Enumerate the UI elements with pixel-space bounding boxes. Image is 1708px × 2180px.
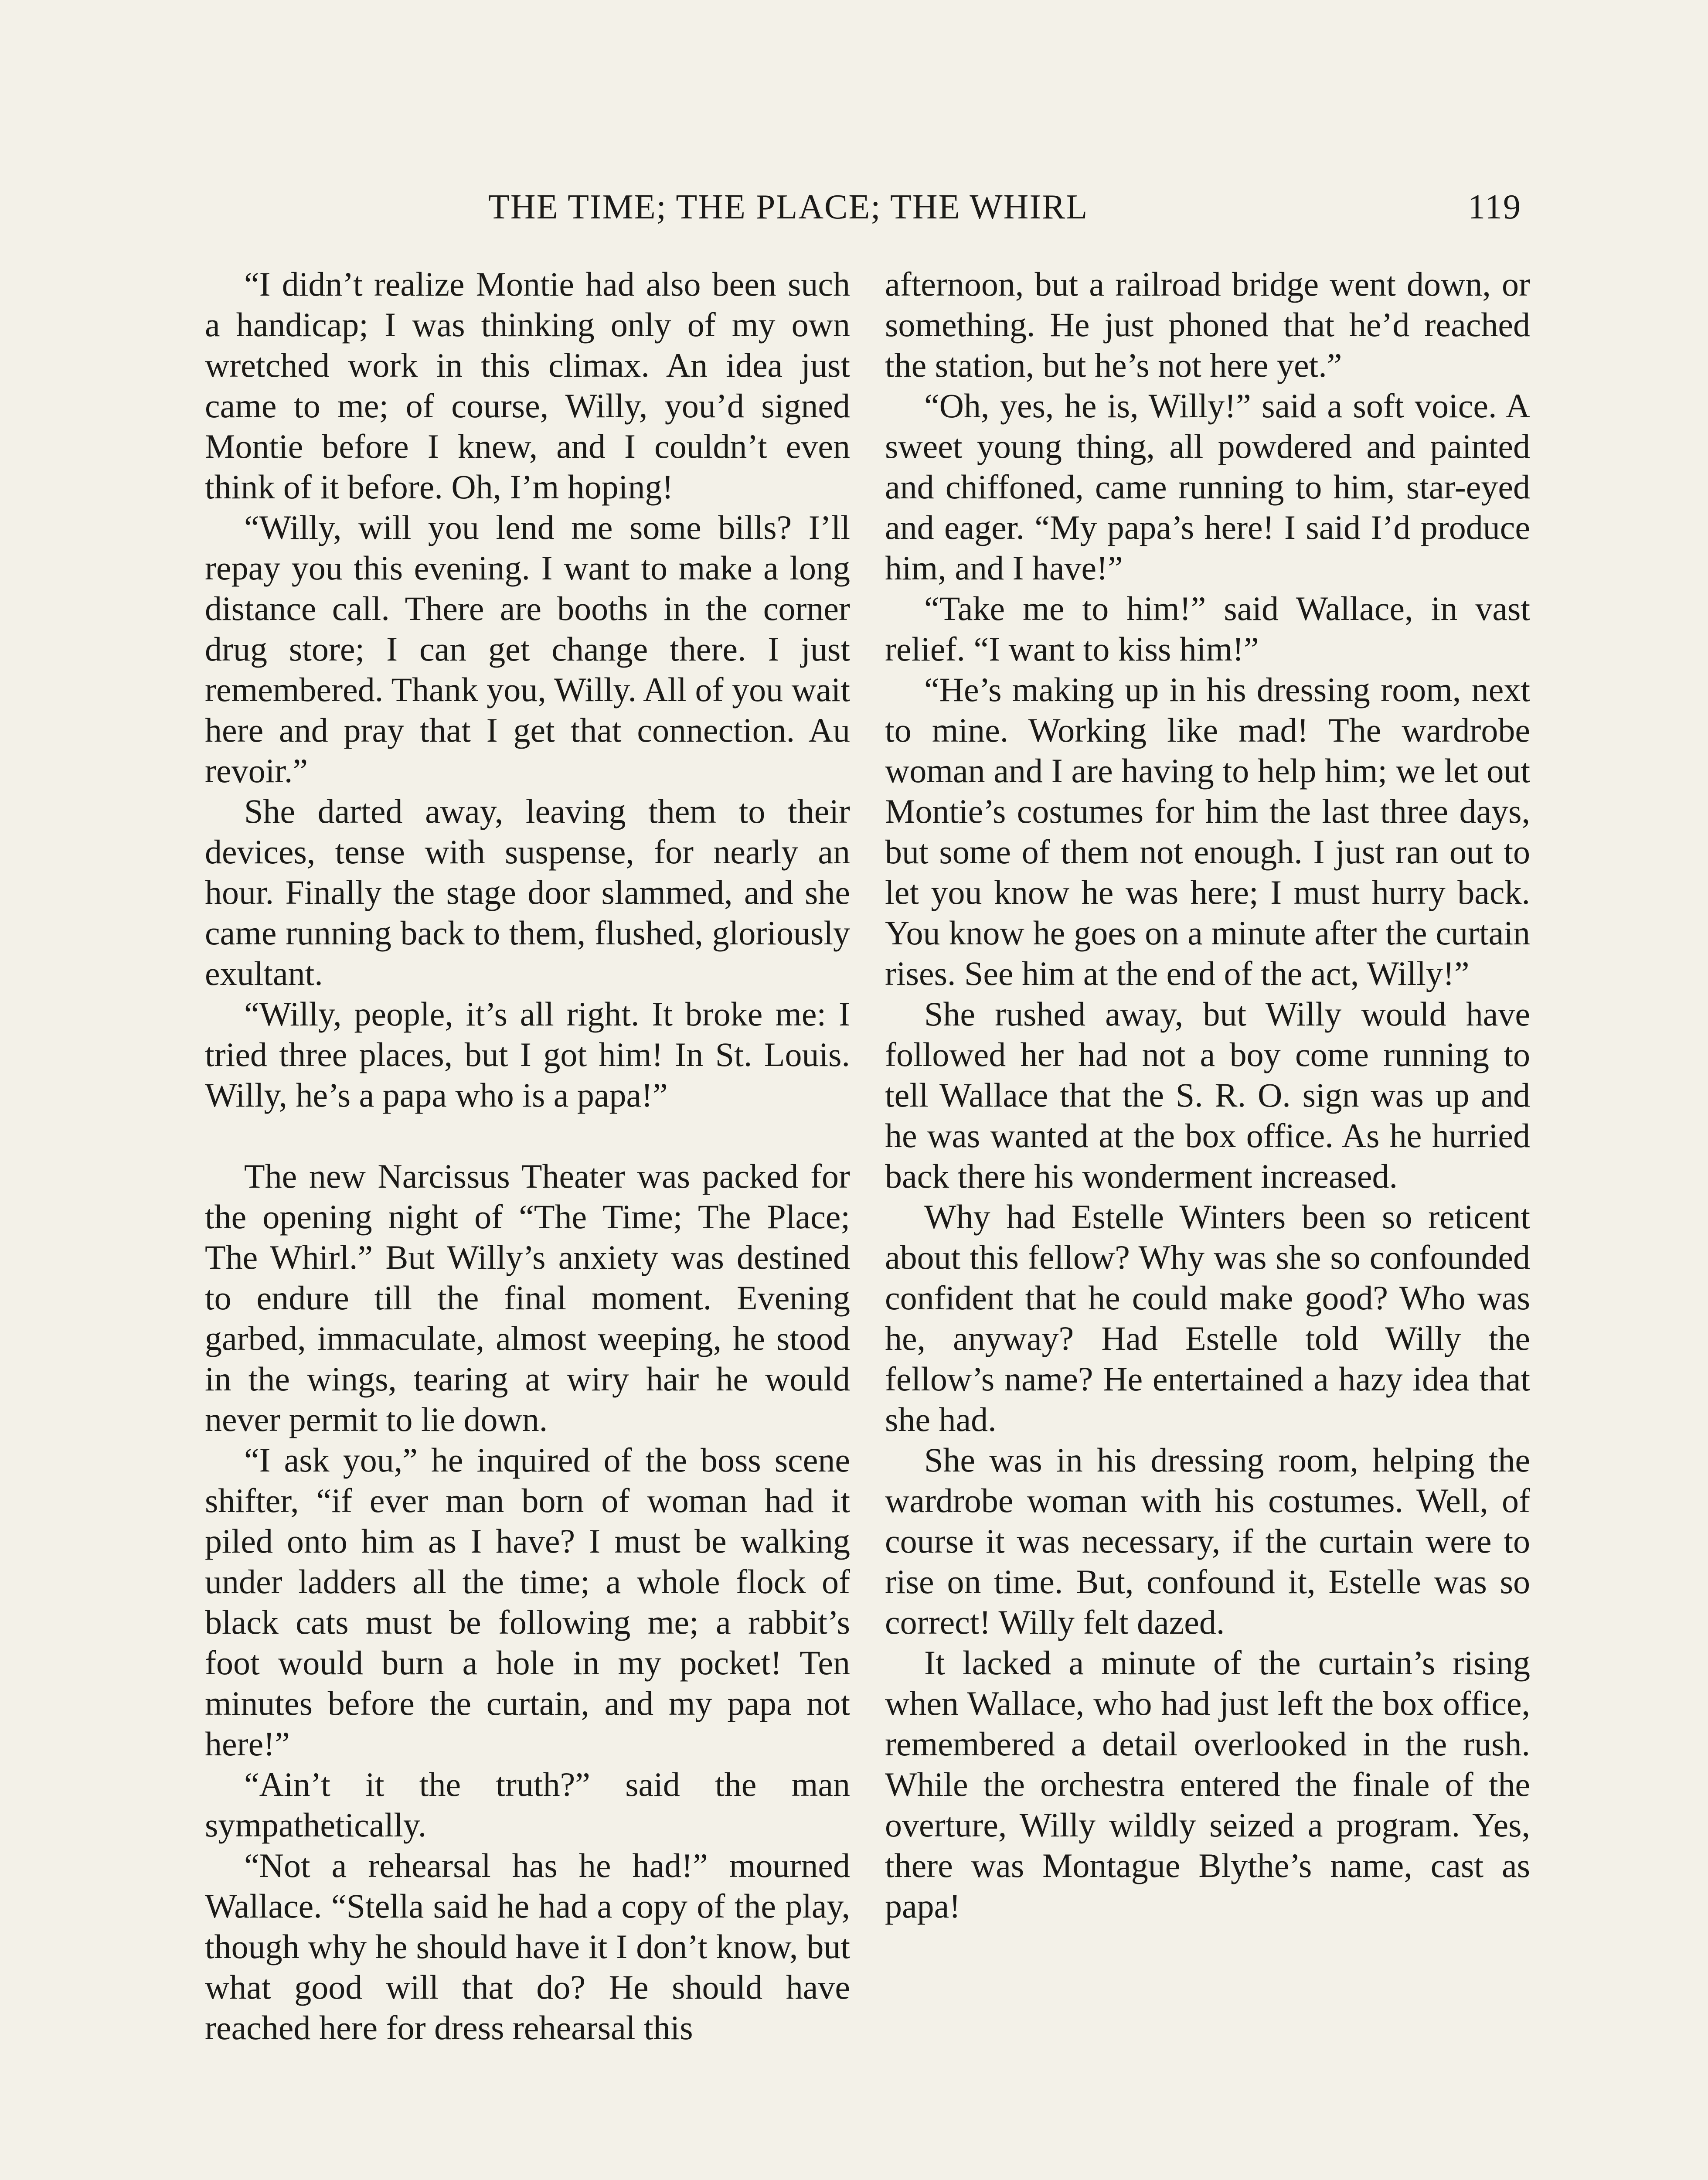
paragraph: “Oh, yes, he is, Willy!” said a soft voice. A sweet young thing, all powdered and painted and chiffoned, came running to him, star-eyed and eager. “My papa’s here! I said I’d produce him, and I have!” xyxy=(885,387,1530,587)
paragraph: “Ain’t it the truth?” said the man sympathetically. xyxy=(205,1765,850,1844)
paragraph: “He’s making up in his dressing room, next to mine. Working like mad! The wardrobe woman and I are having to help him; we let out Montie’s costumes for him the last three days, but some of them not enough. I just ran out to let you know he was here; I must hurry back. You know he goes on a minute after the curtain rises. See him at the end of the act, Willy!” xyxy=(885,671,1530,992)
paragraph: It lacked a minute of the curtain’s rising when Wallace, who had just left the box office, remembered a detail overlooked in the rush. While the orchestra entered the finale of the overture, Willy wildly seized a program. Yes, there was Montague Blythe’s name, cast as papa! xyxy=(885,1644,1530,1925)
right-column xyxy=(885,264,1530,1926)
paragraph: afternoon, but a railroad bridge went down, or something. He just phoned that he’d reached the station, but he’s not here yet.” xyxy=(885,265,1530,384)
paragraph: “Willy, people, it’s all right. It broke me: I tried three places, but I got him! In St. Louis. Willy, he’s a papa who is a papa!” xyxy=(205,995,850,1114)
paragraph: The new Narcissus Theater was packed for the opening night of “The Time; The Place; The Whirl.” But Willy’s anxiety was destined to endure till the final moment. Evening garbed, immaculate, almost weeping, he stood in the wings, tearing at wiry hair he would never permit to lie down. xyxy=(205,1157,850,1438)
paragraph: She darted away, leaving them to their devices, tense with suspense, for nearly an hour. Finally the stage door slammed, and she came running back to them, flushed, gloriously exultant. xyxy=(205,792,850,992)
paragraph: “Willy, will you lend me some bills? I’ll repay you this evening. I want to make a long distance call. There are booths in the corner drug store; I can get change there. I just remembered. Thank you, Willy. All of you wait here and pray that I get that connection. Au revoir.” xyxy=(205,508,850,790)
paragraph: She rushed away, but Willy would have followed her had not a boy come running to tell Wallace that the S. R. O. sign was up and he was wanted at the box office. As he hurried back there his wonderment increased. xyxy=(885,995,1530,1195)
paragraph: “Not a rehearsal has he had!” mourned Wallace. “Stella said he had a copy of the play, though why he should have it I don’t know, but what good will that do? He should have reached here for dress rehearsal this xyxy=(205,1846,850,2047)
paragraph: “I didn’t realize Montie had also been such a handicap; I was thinking only of my own wretched work in this climax. An idea just came to me; of course, Willy, you’d signed Montie before I knew, and I couldn’t even think of it before. Oh, I’m hoping! xyxy=(205,265,850,506)
running-title: THE TIME; THE PLACE; THE WHIRL xyxy=(488,188,1089,226)
paragraph: Why had Estelle Winters been so reticent about this fellow? Why was she so confounded confident that he could make good? Who was he, anyway? Had Estelle told Willy the fellow’s name? He entertained a hazy idea that she had. xyxy=(885,1198,1530,1438)
paragraph: “Take me to him!” said Wallace, in vast relief. “I want to kiss him!” xyxy=(885,589,1530,668)
running-head xyxy=(205,187,1521,240)
page-number: 119 xyxy=(1467,188,1521,226)
paragraph: “I ask you,” he inquired of the boss scene shifter, “if ever man born of woman had it piled onto him as I have? I must be walking under ladders all the time; a whole flock of black cats must be following me; a rabbit’s foot would burn a hole in my pocket! Ten minutes before the curtain, and my papa not here!” xyxy=(205,1441,850,1763)
paragraph: She was in his dressing room, helping the wardrobe woman with his costumes. Well, of course it was necessary, if the curtain were to rise on time. But, confound it, Estelle was so correct! Willy felt dazed. xyxy=(885,1441,1530,1641)
left-column xyxy=(205,264,850,2048)
